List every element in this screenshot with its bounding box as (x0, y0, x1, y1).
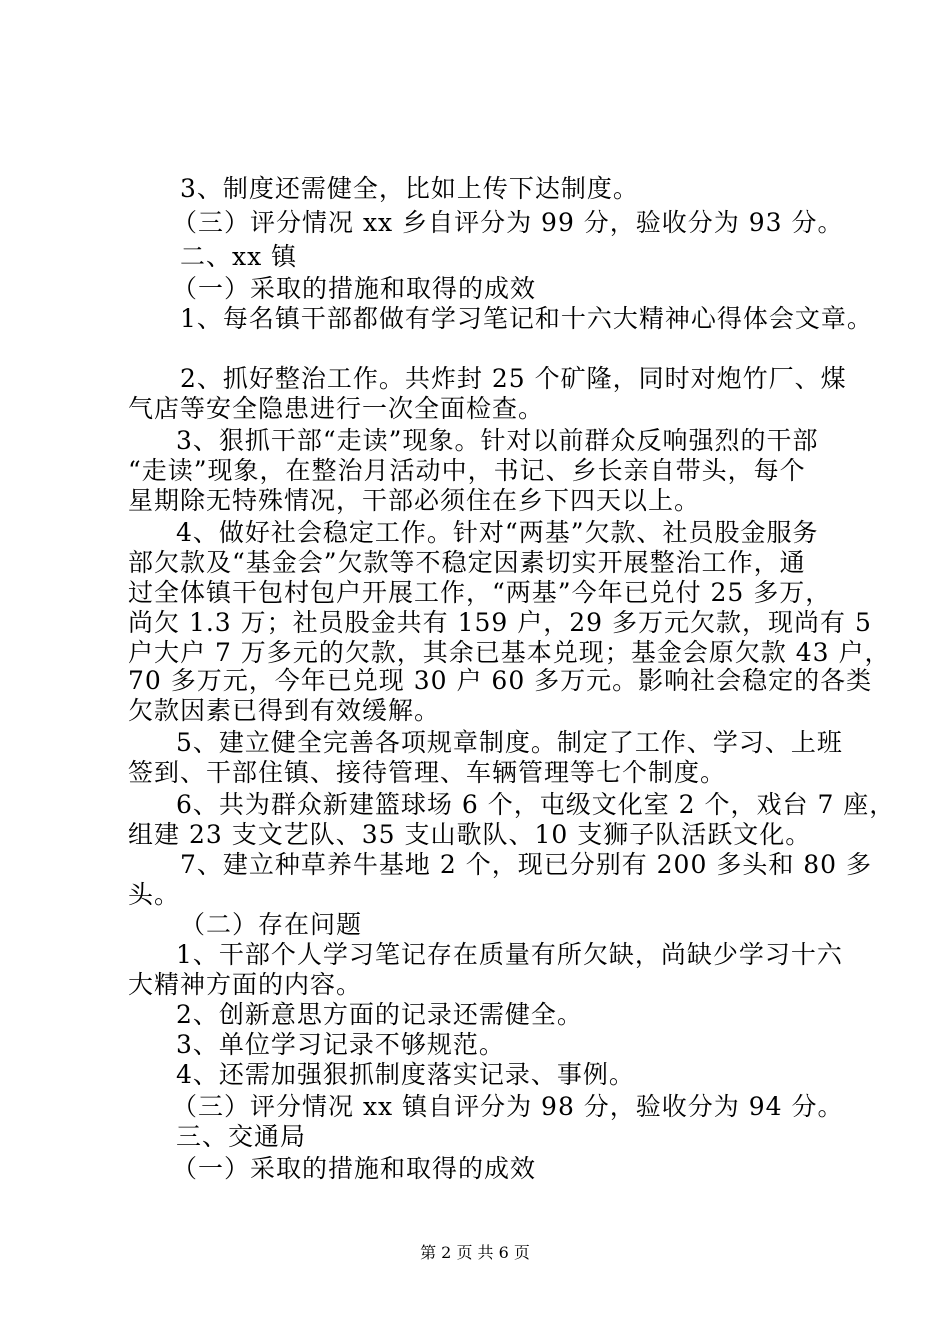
subsection-heading: （一）采取的措施和取得的成效 (172, 1154, 537, 1183)
text-line: 户大户 7 万多元的欠款，其余已基本兑现；基金会原欠款 43 户， (128, 638, 891, 667)
text-line: 7、建立种草养牛基地 2 个，现已分别有 200 多头和 80 多 (180, 850, 873, 879)
text-line: “走读”现象，在整治月活动中，书记、乡长亲自带头，每个 (128, 456, 806, 485)
text-line: 3、狠抓干部“走读”现象。针对以前群众反响强烈的干部 (176, 426, 819, 455)
text-line: 1、干部个人学习笔记存在质量有所欠缺，尚缺少学习十六 (176, 940, 843, 969)
text-line: （三）评分情况 xx 镇自评分为 98 分，验收分为 94 分。 (172, 1092, 844, 1121)
text-line: 4、做好社会稳定工作。针对“两基”欠款、社员股金服务 (176, 518, 819, 547)
text-line: 组建 23 支文艺队、35 支山歌队、10 支狮子队活跃文化。 (128, 820, 812, 849)
text-line: 1、每名镇干部都做有学习笔记和十六大精神心得体会文章。 (180, 304, 873, 333)
text-line: 签到、干部住镇、接待管理、车辆管理等七个制度。 (128, 758, 727, 787)
text-line: （三）评分情况 xx 乡自评分为 99 分，验收分为 93 分。 (172, 208, 844, 237)
subsection-heading: （一）采取的措施和取得的成效 (172, 274, 537, 303)
text-line: 头。 (128, 880, 181, 909)
text-line: 部欠款及“基金会”欠款等不稳定因素切实开展整治工作，通 (128, 548, 806, 577)
text-line: 70 多万元，今年已兑现 30 户 60 多万元。影响社会稳定的各类 (128, 666, 873, 695)
text-line: 3、单位学习记录不够规范。 (176, 1030, 505, 1059)
text-line: 4、还需加强狠抓制度落实记录、事例。 (176, 1060, 635, 1089)
text-line: 3、制度还需健全，比如上传下达制度。 (180, 174, 639, 203)
text-line: 气店等安全隐患进行一次全面检查。 (128, 394, 545, 423)
text-line: 尚欠 1.3 万；社员股金共有 159 户，29 多万元欠款，现尚有 5 (128, 608, 872, 637)
text-line: 过全体镇干包村包户开展工作，“两基”今年已兑付 25 多万， (128, 578, 832, 607)
page-footer: 第 2 页 共 6 页 (420, 1243, 530, 1262)
section-heading: 二、xx 镇 (180, 242, 298, 271)
text-line: 2、创新意思方面的记录还需健全。 (176, 1000, 583, 1029)
text-line: 大精神方面的内容。 (128, 970, 363, 999)
text-line: 5、建立健全完善各项规章制度。制定了工作、学习、上班 (176, 728, 843, 757)
text-line: 2、抓好整治工作。共炸封 25 个矿隆，同时对炮竹厂、煤 (180, 364, 847, 393)
section-heading: 三、交通局 (176, 1122, 307, 1151)
text-line: 6、共为群众新建篮球场 6 个，屯级文化室 2 个，戏台 7 座， (176, 790, 896, 819)
subsection-heading: （二）存在问题 (180, 910, 363, 939)
text-line: 欠款因素已得到有效缓解。 (128, 696, 441, 725)
text-line: 星期除无特殊情况，干部必须住在乡下四天以上。 (128, 486, 701, 515)
